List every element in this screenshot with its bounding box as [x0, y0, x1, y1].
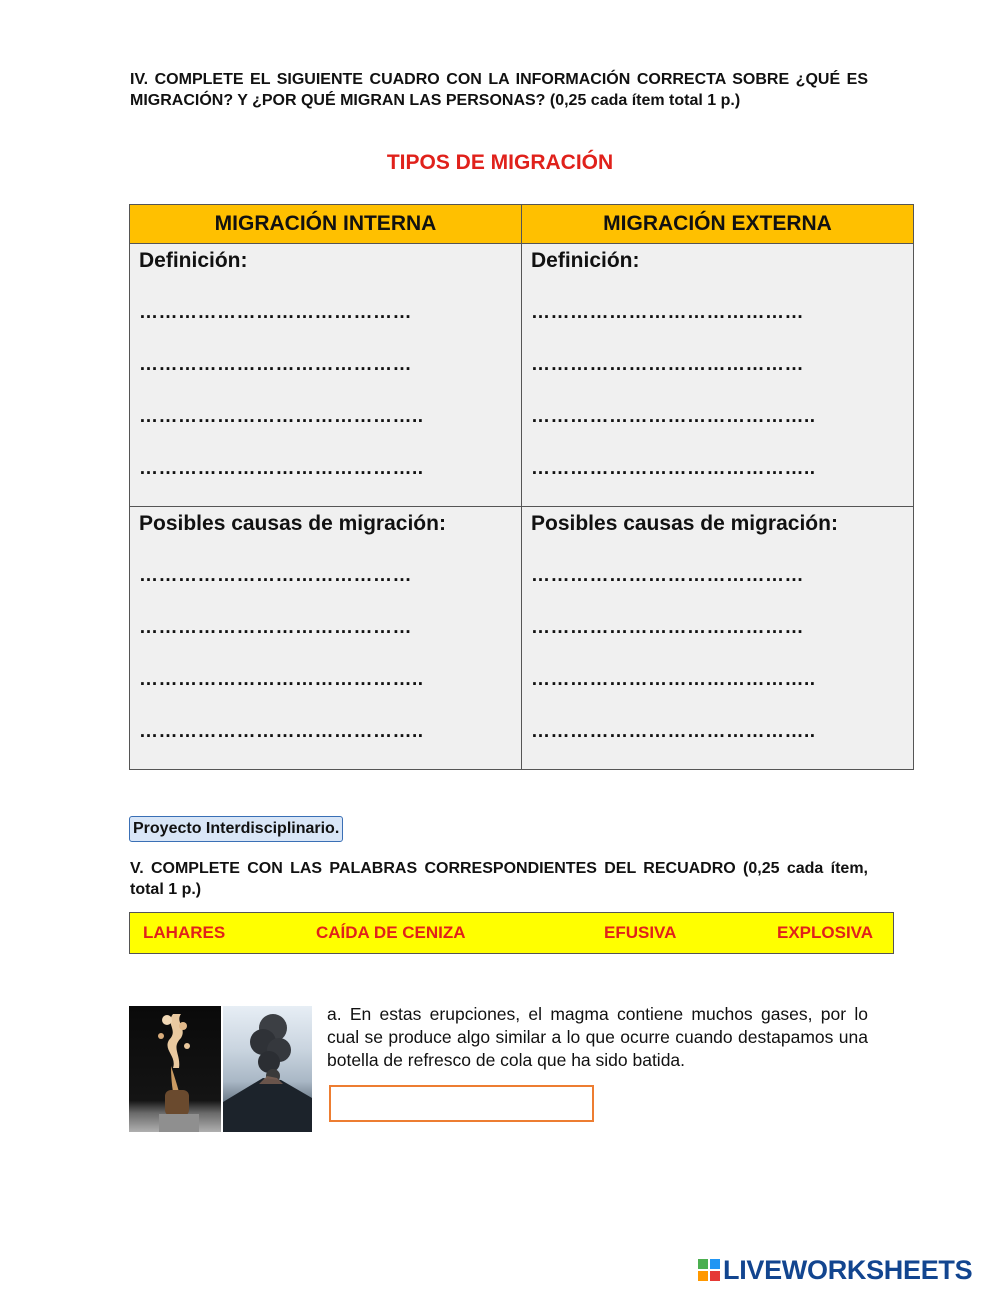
- word-bank: [129, 912, 894, 954]
- dotted-line: ……………………………………: [531, 565, 804, 586]
- logo-mark-icon: [698, 1259, 720, 1281]
- answer-input-a[interactable]: [329, 1085, 594, 1122]
- dotted-line: ……………………………………..: [531, 406, 816, 427]
- dotted-line: ……………………………………..: [139, 721, 424, 742]
- definition-label: Definición:: [531, 249, 640, 272]
- word-bank-lahares[interactable]: LAHARES: [143, 923, 226, 942]
- volcano-illustration: [223, 1006, 312, 1132]
- section-v-instruction: V. COMPLETE CON LAS PALABRAS CORRESPONDIENTES DEL RECUADRO (0,25 cada ítem, total 1 p.): [130, 860, 868, 898]
- dotted-line: ……………………………………: [139, 617, 412, 638]
- section-iv-instruction: IV. COMPLETE EL SIGUIENTE CUADRO CON LA INFORMACIÓN CORRECTA SOBRE ¿QUÉ ES MIGRACIÓN? Y ¿POR QUÉ MIGRAN LAS PERSONAS? (0,25 cada ítem total 1 p.): [130, 71, 868, 109]
- logo-text: LIVEWORKSHEETS: [723, 1255, 973, 1285]
- soda-eruption-illustration: [129, 1006, 221, 1132]
- dotted-line: ……………………………………: [531, 354, 804, 375]
- dotted-line: ……………………………………..: [139, 406, 424, 427]
- item-a-text: a. En estas erupciones, el magma contiene muchos gases, por lo cual se produce algo similar a lo que ocurre cuando destapamos una botella de refresco de cola que ha sido batida.: [327, 1004, 868, 1070]
- internal-definition-cell[interactable]: [130, 244, 522, 507]
- migration-table: [129, 204, 914, 770]
- external-causes-cell[interactable]: [522, 507, 914, 770]
- dotted-line: ……………………………………: [531, 302, 804, 323]
- dotted-line: ……………………………………: [139, 354, 412, 375]
- word-bank-caida-de-ceniza[interactable]: CAÍDA DE CENIZA: [316, 923, 466, 942]
- external-definition-cell[interactable]: [522, 244, 914, 507]
- dotted-line: ……………………………………: [139, 302, 412, 323]
- dotted-line: ……………………………………: [531, 617, 804, 638]
- header-internal: MIGRACIÓN INTERNA: [130, 205, 522, 244]
- definition-label: Definición:: [139, 249, 248, 272]
- word-bank-explosiva[interactable]: EXPLOSIVA: [777, 923, 874, 942]
- dotted-line: ……………………………………..: [139, 458, 424, 479]
- dotted-line: ……………………………………: [139, 565, 412, 586]
- dotted-line: ……………………………………..: [531, 458, 816, 479]
- header-external: MIGRACIÓN EXTERNA: [522, 205, 914, 244]
- internal-causes-cell[interactable]: [130, 507, 522, 770]
- dotted-line: ……………………………………..: [531, 721, 816, 742]
- project-badge: Proyecto Interdisciplinario.: [129, 816, 343, 842]
- dotted-line: ……………………………………..: [531, 669, 816, 690]
- causes-label: Posibles causas de migración:: [531, 512, 838, 535]
- soda-eruption-photo: [129, 1006, 221, 1132]
- dotted-line: ……………………………………..: [139, 669, 424, 690]
- word-bank-efusiva[interactable]: EFUSIVA: [604, 923, 677, 942]
- volcano-ash-photo: [223, 1006, 312, 1132]
- liveworksheets-logo: [698, 1256, 972, 1284]
- causes-label: Posibles causas de migración:: [139, 512, 446, 535]
- table-title: TIPOS DE MIGRACIÓN: [386, 151, 614, 174]
